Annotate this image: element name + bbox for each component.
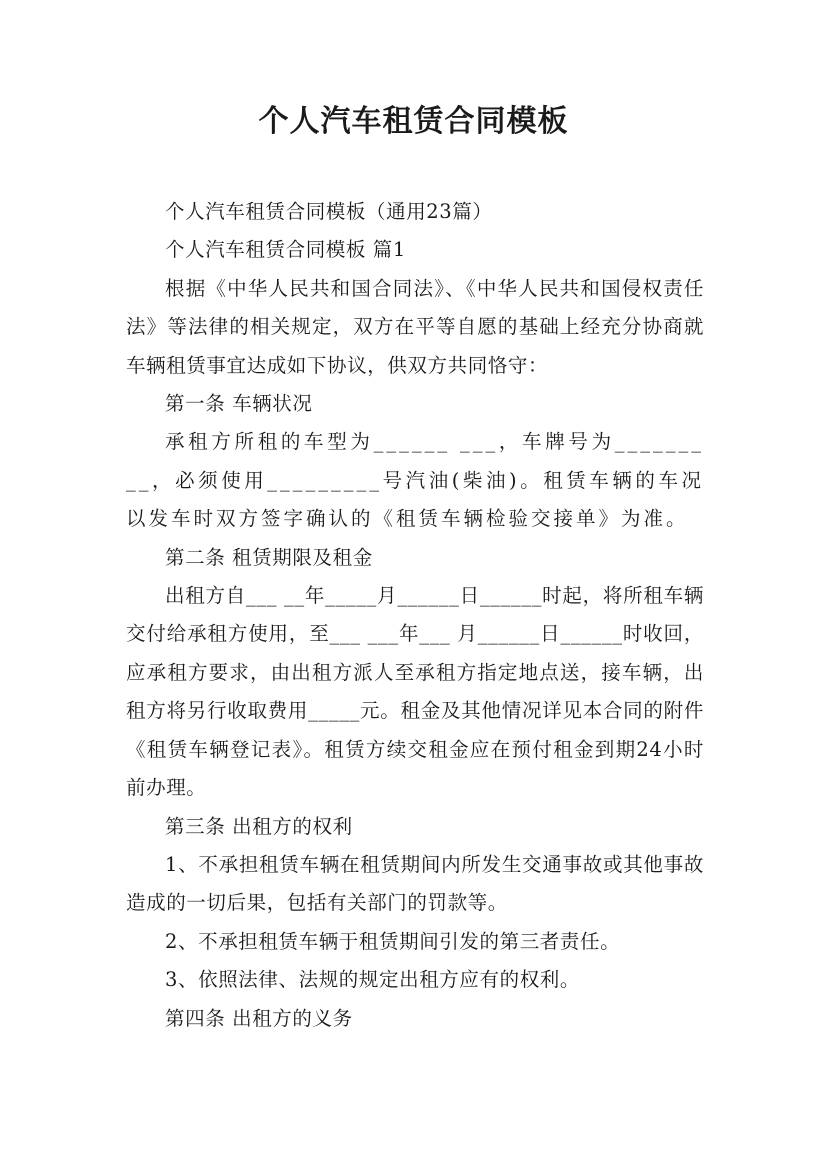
article-heading: 第二条 租赁期限及租金 xyxy=(165,545,373,569)
document-body xyxy=(126,193,704,1038)
paragraph: 承租方所租的车型为______ ___，车牌号为_________，必须使用_________号汽油(柴油)。租赁车辆的车况以发车时双方签字确认的《租赁车辆检验交接单》为准。 xyxy=(126,430,704,531)
article-heading: 第四条 出租方的义务 xyxy=(165,1006,353,1030)
article-heading: 第一条 车辆状况 xyxy=(165,392,313,416)
paragraph: 1、不承担租赁车辆在租赁期间内所发生交通事故或其他事故造成的一切后果，包括有关部门的罚款等。 xyxy=(126,852,704,915)
doc-subtitle: 个人汽车租赁合同模板（通用23篇） xyxy=(165,200,493,223)
paragraph: 出租方自___ __年_____月______日______时起，将所租车辆交付给承租方使用，至___ ___年___ 月______日______时收回，应承租方要求，由出租方派人至承租方指定地点送，接车辆，出租方将另行收取费用_____元。租金及其他情况详见本合同的附件《租赁车辆登记表》。租赁方续交租金应在预付租金到期24小时前办理。 xyxy=(126,584,704,800)
paragraph: 2、不承担租赁车辆于租赁期间引发的第三者责任。 xyxy=(165,929,621,953)
section-heading: 个人汽车租赁合同模板 篇1 xyxy=(165,238,406,262)
paragraph: 根据《中华人民共和国合同法》、《中华人民共和国侵权责任法》等法律的相关规定，双方在平等自愿的基础上经充分协商就车辆租赁事宜达成如下协议，供双方共同恪守： xyxy=(126,276,704,377)
document-title: 个人汽车租赁合同模板 xyxy=(258,104,569,139)
paragraph: 3、依照法律、法规的规定出租方应有的权利。 xyxy=(165,968,581,992)
article-heading: 第三条 出租方的权利 xyxy=(165,814,353,838)
